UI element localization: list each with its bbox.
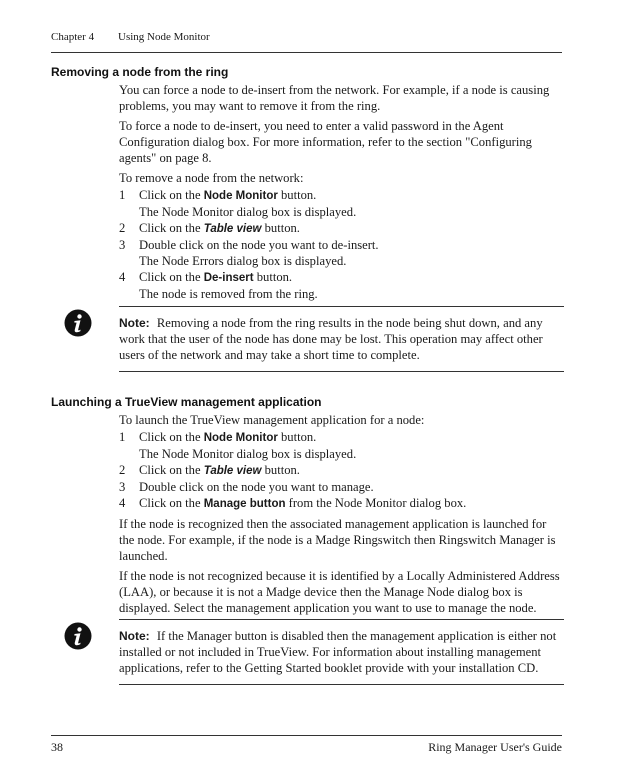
ui-label-table-view: Table view [203, 465, 262, 477]
section2-step-4: 4 Click on the Manage button from the Node Monitor dialog box. [119, 496, 467, 510]
note-removing-node [119, 306, 564, 372]
section1-step-2: 2 Click on the Table view button. [119, 221, 300, 235]
note-text: Removing a node from the ring results in the node being shut down, and any work that the user of the node has done may be lost. This operation may affect other users of the network and may take a short time to complete. [119, 316, 543, 362]
section2-step-3: 3 Double click on the node you want to manage. [119, 480, 374, 494]
section-heading-launching-trueview: Launching a TrueView management application [51, 395, 322, 409]
note-text: If the Manager button is disabled then the management application is either not installed or not included in TrueView. For information about installing management applications, refer to the Getting Started booklet provide with your installation CD. [119, 629, 557, 675]
info-icon [64, 309, 92, 337]
step-result: The Node Monitor dialog box is displayed. [139, 447, 357, 461]
ui-label-node-monitor: Node Monitor [203, 432, 278, 444]
header-rule [51, 52, 562, 53]
note-manager-button-disabled [119, 619, 564, 685]
section1-step-4: 4 Click on the De-insert button. The node is removed from the ring. [119, 269, 564, 302]
page-number: 38 [51, 740, 63, 754]
chapter-title: Using Node Monitor [118, 31, 210, 43]
note-label: Note: [119, 316, 150, 330]
section1-step-1: 1 Click on the Node Monitor button. The Node Monitor dialog box is displayed. [119, 187, 564, 220]
running-header [51, 31, 210, 43]
footer-rule [51, 735, 562, 736]
ui-label-table-view: Table view [203, 223, 262, 235]
book-title: Ring Manager User's Guide [428, 740, 562, 754]
section2-step-1: 1 Click on the Node Monitor button. The Node Monitor dialog box is displayed. [119, 429, 564, 462]
section2-step-2: 2 Click on the Table view button. [119, 463, 300, 477]
section2-body [119, 412, 564, 620]
chapter-number: Chapter 4 [51, 31, 95, 43]
section2-para2: If the node is not recognized because it is identified by a Locally Administered Address (LAA), or because it is not a Madge device then the Manage Node dialog box is displayed. Select the management application you want to use to manage the node. [119, 569, 560, 615]
step-result: The node is removed from the ring. [139, 287, 318, 301]
info-icon [64, 622, 92, 650]
section1-para1: You can force a node to de-insert from the network. For example, if a node is causing problems, you may want to remove it from the ring. [119, 83, 550, 113]
section1-intro: To remove a node from the network: [119, 171, 304, 185]
section2-intro: To launch the TrueView management application for a node: [119, 413, 425, 427]
ui-label-manage-button: Manage button [203, 498, 286, 510]
section-heading-removing-node: Removing a node from the ring [51, 65, 229, 79]
section1-step-3: 3 Double click on the node you want to de-insert. The Node Errors dialog box is displayed. [119, 237, 564, 269]
step-result: The Node Monitor dialog box is displayed. [139, 205, 357, 219]
ui-label-de-insert: De-insert [203, 272, 254, 284]
note-label: Note: [119, 629, 150, 643]
section1-para2: To force a node to de-insert, you need to enter a valid password in the Agent Configuration dialog box. For more information, refer to the section "Configuring agents" on page 8. [119, 119, 532, 165]
step-result: The Node Errors dialog box is displayed. [139, 254, 347, 268]
ui-label-node-monitor: Node Monitor [203, 190, 278, 202]
section2-para1: If the node is recognized then the associated management application is launched for the node. For example, if the node is a Madge Ringswitch then Ringswitch Manager is launched. [119, 517, 556, 563]
section1-body [119, 82, 564, 302]
